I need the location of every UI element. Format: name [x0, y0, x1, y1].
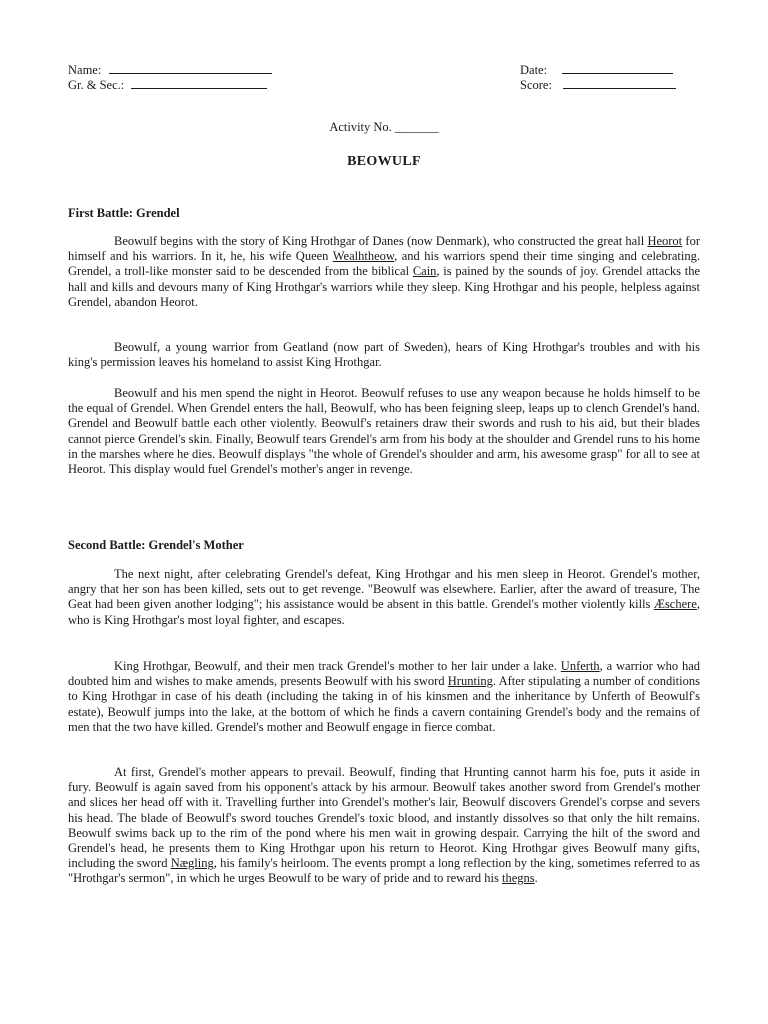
section-heading-second-battle: Second Battle: Grendel's Mother	[68, 538, 244, 552]
text-run: At first, Grendel's mother appears to prevail. Beowulf, finding that Hrunting cannot harm his foe, puts it aside in fury. Beowulf is again saved from his opponent's attack by his armour. Beowulf takes another sword from Grendel's mother and slices her head off with it. Travelling further into Grendel's mother's lair, Beowulf discovers Grendel's corpse and severs his head. The blade of Beowulf's sword touches Grendel's toxic blood, and instantly dissolves so that only the hilt remains. Beowulf swims back up to the rim of the pond where his men wait in growing despair. Carrying the hilt of the sword and Grendel's head, he presents them to King Hrothgar upon his return to Heorot. King Hrothgar gives Beowulf many gifts, including the sword	[68, 765, 700, 871]
link-hrunting[interactable]: Hrunting	[447, 674, 493, 689]
activity-number: Activity No. _______	[329, 120, 439, 134]
grade-section-label: Gr. & Sec.:	[68, 78, 125, 92]
score-field	[520, 76, 676, 93]
link-aeschere[interactable]: Æschere	[653, 597, 697, 612]
link-thegns[interactable]: thegns	[502, 871, 535, 886]
document-title: BEOWULF	[347, 154, 421, 169]
text-run: , is pained by the sounds of joy. Grendel attacks the hall and kills and devours many of King Hrothgar's warriors while they sleep. King Hrothgar and his people, helpless against Grendel, abandon Heorot.	[68, 264, 700, 309]
link-heorot[interactable]: Heorot	[647, 234, 683, 248]
text-run: The next night, after celebrating Grendel's defeat, King Hrothgar and his men sleep in Heorot. Grendel's mother, angry that her son has been killed, sets out to get revenge. "Beowulf was elsewhere. Earlier, after the award of treasure, The Geat had been given another lodging"; his assistance would be absent in this battle. Grendel's mother violently kills	[68, 567, 700, 612]
date-blank	[562, 61, 673, 74]
score-blank	[563, 76, 676, 89]
grade-section-blank	[131, 76, 267, 89]
text-run: Beowulf begins with the story of King Hrothgar of Danes (now Denmark), who constructed the great hall	[114, 234, 648, 248]
paragraph-lair	[68, 659, 700, 735]
paragraph-beowulf-arrives: Beowulf, a young warrior from Geatland (now part of Sweden), hears of King Hrothgar's troubles and with his king's permission leaves his homeland to assist King Hrothgar.	[68, 340, 700, 370]
grade-section-field	[68, 76, 267, 93]
date-label: Date:	[520, 63, 548, 77]
link-unferth[interactable]: Unferth	[560, 659, 600, 673]
text-run: , his family's heirloom. The events prompt a long reflection by the king, sometimes referred to as "Hrothgar's sermon", in which he urges Beowulf to be wary of pride and to reward his	[68, 856, 701, 886]
name-label: Name:	[68, 63, 102, 77]
paragraph-second-battle	[68, 765, 700, 887]
paragraph-first-battle: Beowulf and his men spend the night in Heorot. Beowulf refuses to use any weapon because he holds himself to be the equal of Grendel. When Grendel enters the hall, Beowulf, who has been feigning sleep, leaps up to clench Grendel's hand. Grendel and Beowulf battle each other violently. Beowulf's retainers draw their swords and rush to his aid, but their blades cannot pierce Grendel's skin. Finally, Beowulf tears Grendel's arm from his body at the shoulder and Grendel runs to his home in the marshes where he dies. Beowulf displays "the whole of Grendel's shoulder and arm, his awesome grasp" for all to see at Heorot. This display would fuel Grendel's mother's anger in revenge.	[68, 386, 701, 477]
text-run: , a warrior who had doubted him and wishes to make amends, presents Beowulf with his sword	[68, 659, 700, 689]
section-heading-first-battle: First Battle: Grendel	[68, 206, 180, 220]
paragraph-intro	[68, 234, 700, 310]
text-run: , and his warriors spend their time singing and celebrating. Grendel, a troll-like monster said to be descended from the biblical	[68, 249, 700, 279]
paragraph-mother-revenge	[68, 567, 700, 628]
text-run: . After stipulating a number of conditions to King Hrothgar in case of his death (including the taking in of his kinsmen and the inheritance by Unferth of Beowulf's estate), Beowulf jumps into the lake, at the bottom of which he finds a cavern containing Grendel's body and the remains of men that the two have killed. Grendel's mother and Beowulf engage in fierce combat.	[68, 674, 700, 734]
text-run: , who is King Hrothgar's most loyal fighter, and escapes.	[68, 597, 700, 627]
link-cain[interactable]: Cain	[412, 264, 437, 279]
link-naegling[interactable]: Nægling	[170, 856, 214, 871]
name-blank	[109, 61, 272, 74]
text-run: for himself and his warriors. In it, he, his wife Queen	[68, 234, 700, 264]
score-label: Score:	[520, 78, 552, 92]
text-run: King Hrothgar, Beowulf, and their men track Grendel's mother to her lair under a lake.	[114, 659, 561, 673]
link-wealhtheow[interactable]: Wealhtheow	[332, 249, 395, 264]
text-run: .	[534, 871, 538, 886]
